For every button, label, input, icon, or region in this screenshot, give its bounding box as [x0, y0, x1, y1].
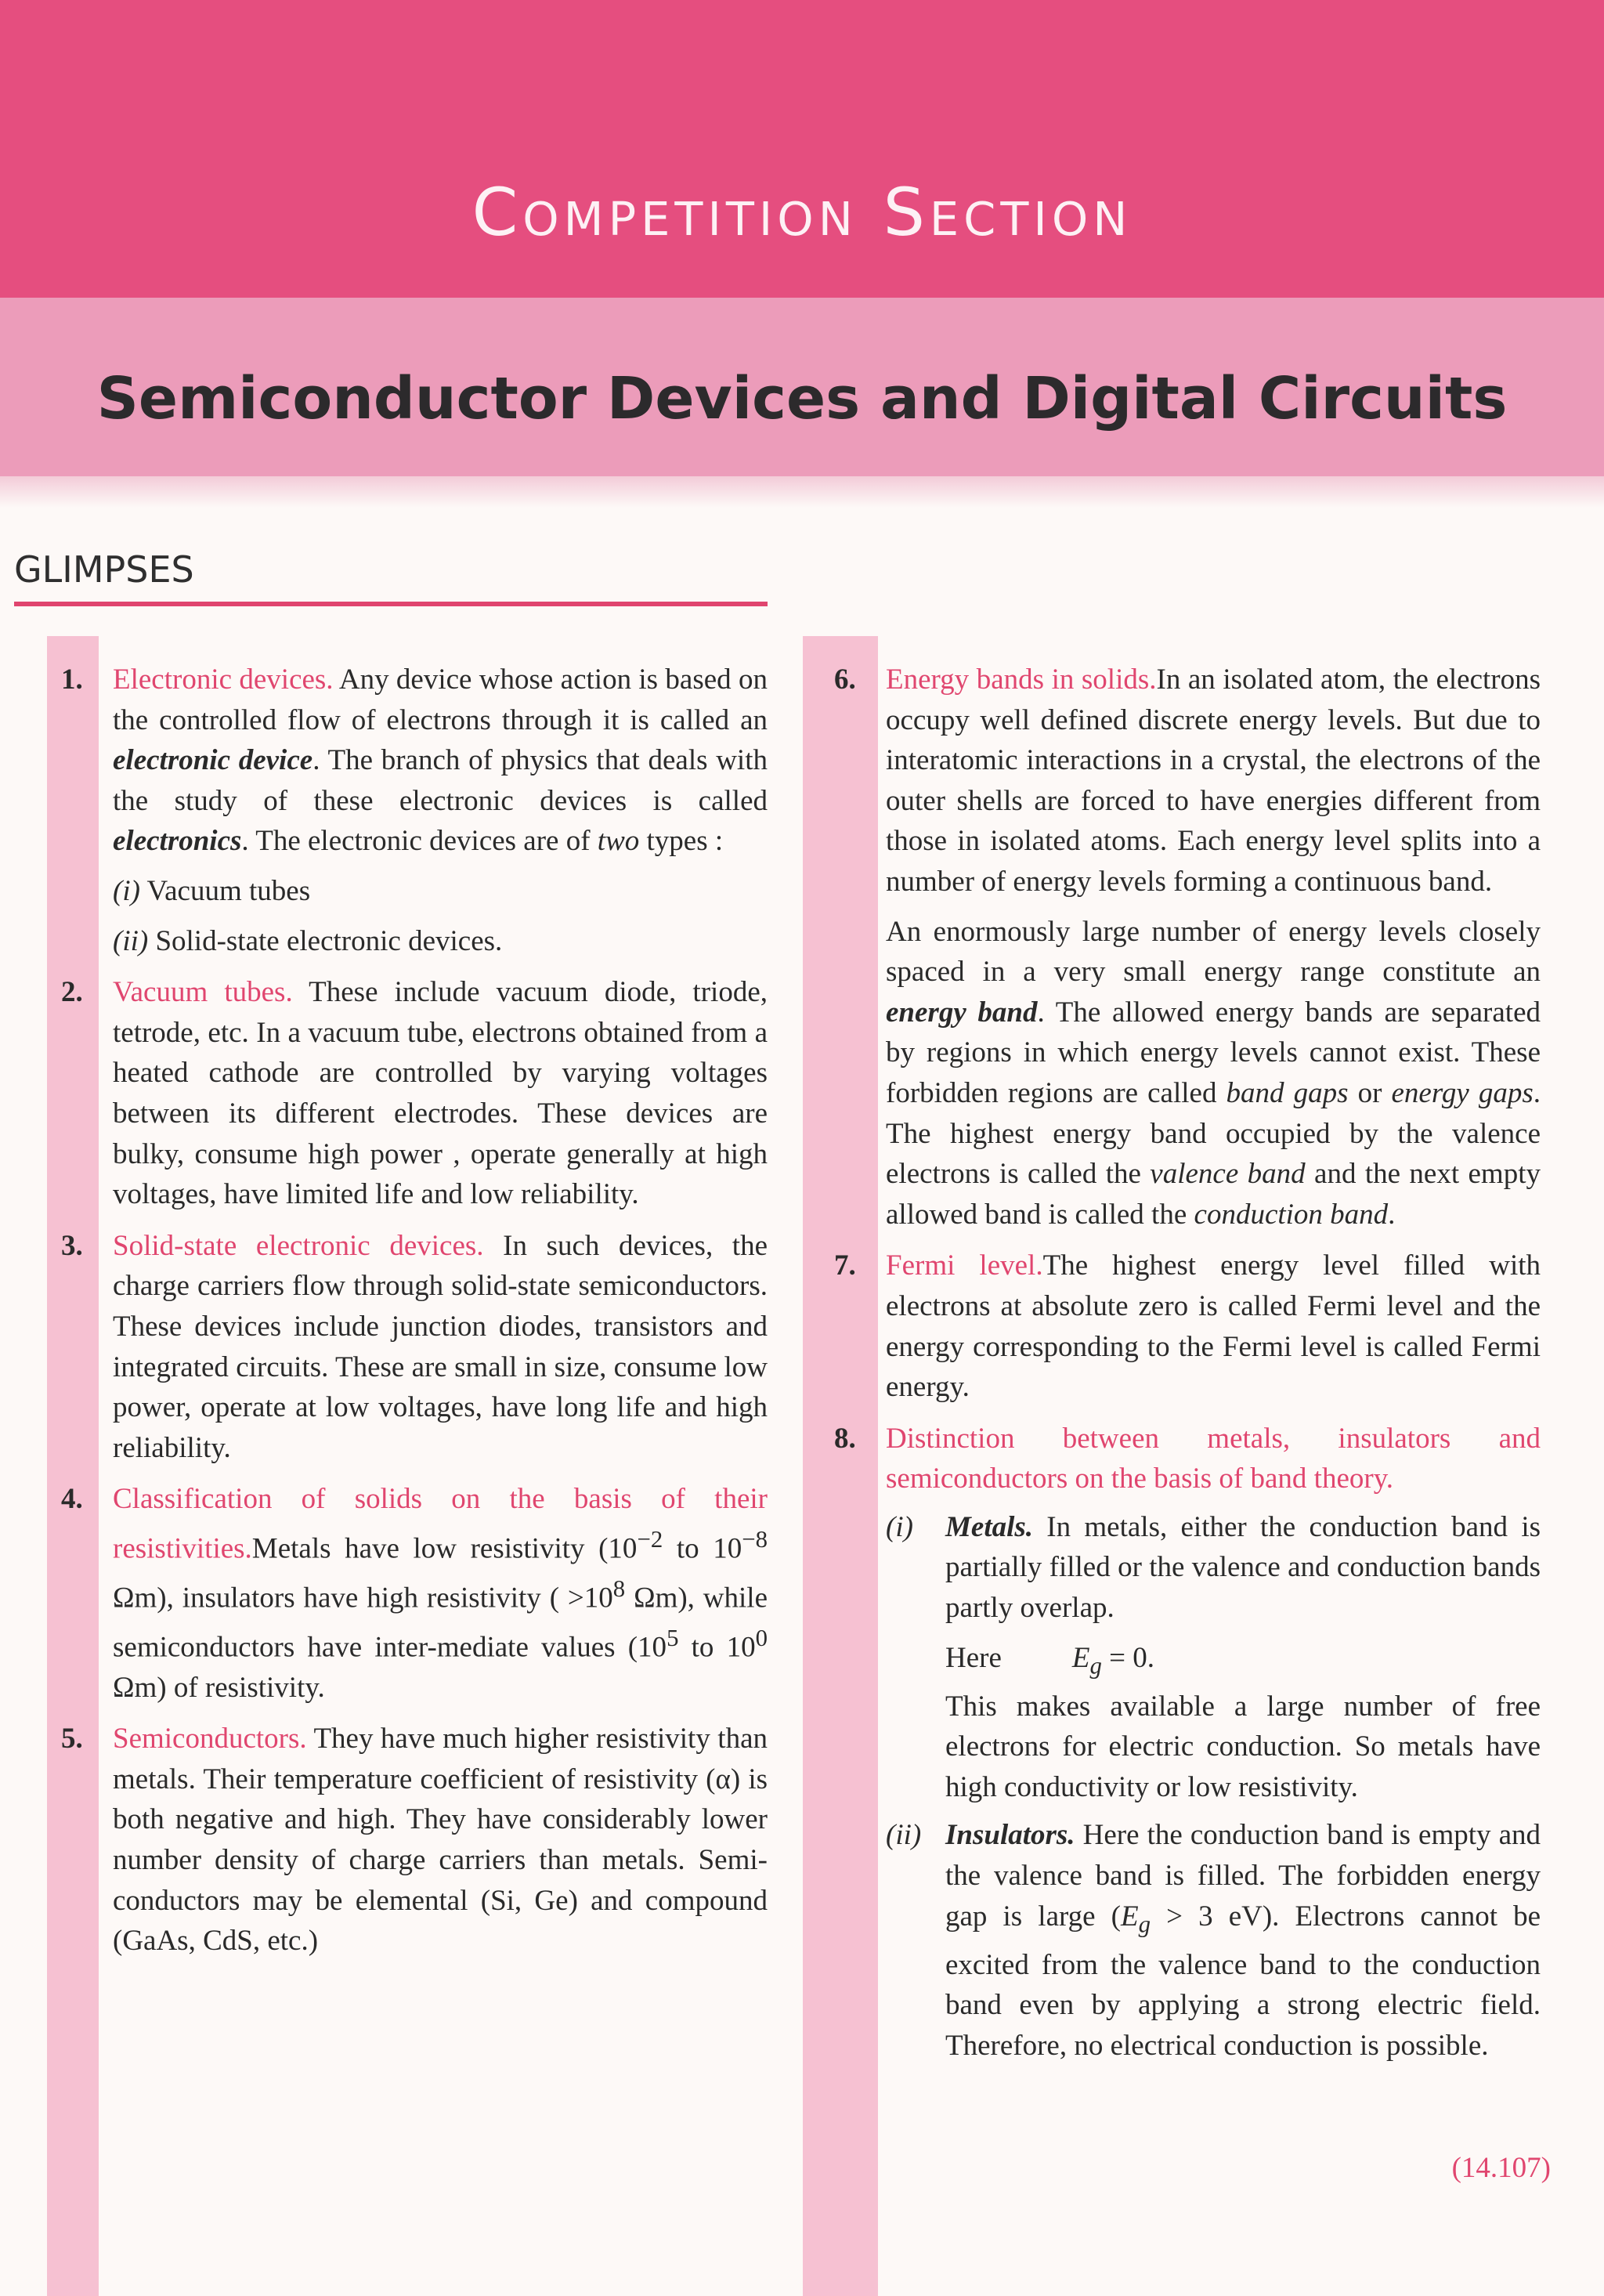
item-heading: Distinction between metals, insulators and semiconductors on the basis of band theory. [886, 1422, 1541, 1495]
item-heading: Electronic devices. [113, 663, 334, 696]
glimpse-item [803, 1246, 1541, 1407]
item-number: 8. [834, 1422, 856, 1455]
item-body: Classification of solids on the basis of their resistivities.Metals have low resistivity ($10^{-2}$ to $10^{-8}$ Ωm), insulators have high resistivity ( $>10^8$ Ωm), while semiconductors have inter-mediate values ($10^5$ to $10^0$ Ωm) of resistivity. [113, 1483, 768, 1704]
item-number: 6. [834, 663, 856, 696]
item-heading: Classification of solids on the basis of their resistivities. [113, 1483, 768, 1565]
chapter-title: Semiconductor Devices and Digital Circuits [96, 365, 1508, 432]
glimpses-heading: GLIMPSES [14, 548, 194, 591]
glimpse-item [47, 660, 768, 961]
item-body: Electronic devices. Any device whose action is based on the controlled flow of electrons through it is called an electronic device. The branch of physics that deals with the study of these electronic devices is called electronics. The electronic devices are of two types : [113, 663, 768, 858]
sub-item: (i) Vacuum tubes [113, 874, 311, 907]
glimpse-item [47, 1226, 768, 1469]
sub-item: (ii) Insulators. Here the conduction band is empty and the valence band is filled. The forbidden energy gap is large ($E_g > 3$ eV). Electrons cannot be excited from the valence band to the conduction band even by applying a strong electric field. Therefore, no electrical conduction is possible. [886, 1819, 1541, 2062]
glimpse-item [47, 1479, 768, 1708]
item-heading: Solid-state electronic devices. [113, 1229, 484, 1262]
sub-item: (ii) Solid-state electronic devices. [113, 924, 503, 957]
right-column [803, 660, 1541, 2077]
item-number: 1. [61, 663, 83, 696]
equation: Here $E_g = 0$. [945, 1641, 1155, 1680]
glimpse-item [47, 1719, 768, 1962]
item-body [886, 1419, 1541, 1499]
glimpse-item [803, 1419, 1541, 2066]
item-body: Fermi level.The highest energy level filled with electrons at absolute zero is called Fermi level and the energy corresponding to the Fermi level is called Fermi energy. [886, 1249, 1541, 1404]
item-body: Energy bands in solids.In an isolated atom, the electrons occupy well defined discrete energy levels. But due to interatomic interactions in a crystal, the electrons of the outer shells are forced to have energies different from those in isolated atoms. Each energy level splits into a number of energy levels forming a continuous band. [886, 663, 1541, 898]
item-body: Solid-state electronic devices. In such devices, the charge carriers flow through solid-state semiconductors. These devices include junction diodes, transistors and integrated circuits. These are small in size, consume low power, operate at low voltages, have long life and high reliability. [113, 1229, 768, 1464]
header-band [0, 0, 1604, 298]
left-column [47, 660, 768, 1972]
sub-item: (i) Metals. In metals, either the conduction band is partially filled or the valence and conduction bands partly overlap. Here $E_g = 0$. This makes available a large number of free electrons for electric conduction. So metals have high conductivity or low resistivity. [886, 1510, 1541, 1803]
item-number: 2. [61, 976, 83, 1009]
section-title: Competition Section [471, 174, 1133, 251]
item-paragraph: An enormously large number of energy levels closely spaced in a very small energy range constitute an energy band. The allowed energy bands are separated by regions in which energy levels cannot exist. These forbidden regions are called band gaps or energy gaps. The highest energy band occupied by the valence electrons is called the valence band and the next empty allowed band is called the conduction band. [886, 915, 1541, 1231]
heading-underline [14, 602, 768, 606]
item-heading: Vacuum tubes. [113, 976, 293, 1009]
item-number: 4. [61, 1483, 83, 1516]
item-number: 7. [834, 1249, 856, 1282]
page-number: (14.107) [1451, 2152, 1551, 2184]
item-body: Semiconductors. They have much higher resistivity than metals. Their temperature coefficient of resistivity (α) is both negative and high. They have considerably lower number density of charge carriers than metals. Semi-conductors may be elemental (Si, Ge) and compound (GaAs, CdS, etc.) [113, 1723, 768, 1958]
item-body: Vacuum tubes. These include vacuum diode, triode, tetrode, etc. In a vacuum tube, electrons obtained from a heated cathode are controlled by varying voltages between its different electrodes. These devices are bulky, consume high power , operate generally at high voltages, have limited life and low reliability. [113, 976, 768, 1211]
item-heading: Semiconductors. [113, 1723, 307, 1755]
glimpse-item [47, 972, 768, 1215]
item-number: 5. [61, 1723, 83, 1755]
item-heading: Fermi level. [886, 1249, 1043, 1282]
item-heading: Energy bands in solids. [886, 663, 1157, 696]
item-number: 3. [61, 1229, 83, 1262]
glimpse-item [803, 660, 1541, 1235]
header-fade [0, 476, 1604, 508]
